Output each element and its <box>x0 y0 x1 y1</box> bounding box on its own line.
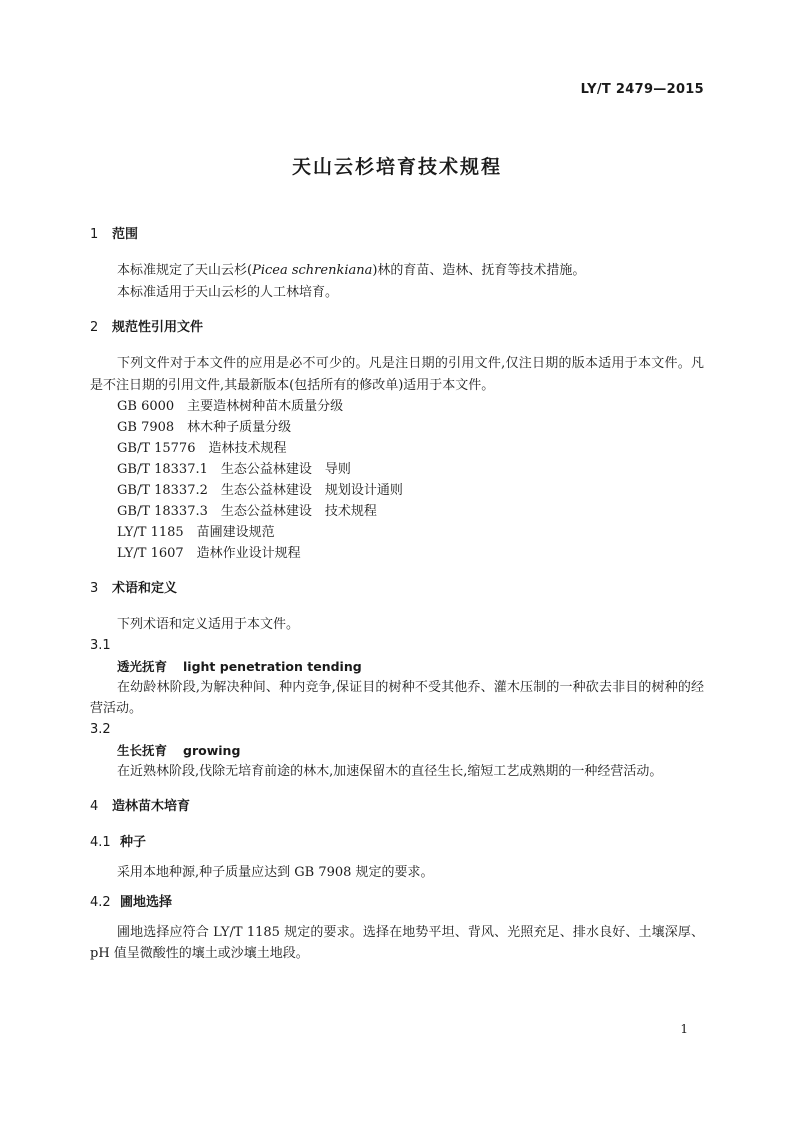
term-zh: 生长抚育 <box>117 742 168 758</box>
reference-code: GB/T 18337.2 <box>117 483 208 498</box>
reference-item <box>90 480 704 501</box>
term-definition: 在幼龄林阶段,为解决种间、种内竞争,保证目的树种不受其他乔、灌木压制的一种砍去非目的树种的经营活动。 <box>90 679 704 716</box>
section-heading-2 <box>90 317 704 339</box>
term-zh: 透光抚育 <box>117 658 168 674</box>
reference-code: GB 7908 <box>117 420 175 435</box>
terms-intro: 下列术语和定义适用于本文件。 <box>117 617 300 632</box>
reference-item <box>90 501 704 522</box>
subsection-number: 4.2 <box>90 894 111 910</box>
section-heading-4 <box>90 796 704 818</box>
term-number: 3.1 <box>90 637 111 653</box>
section-title: 术语和定义 <box>112 581 178 596</box>
reference-code: GB/T 15776 <box>117 441 196 456</box>
seed-paragraph: 采用本地种源,种子质量应达到 GB 7908 规定的要求。 <box>117 865 434 880</box>
document-title: 天山云杉培育技术规程 <box>291 156 502 178</box>
section-heading-1 <box>90 224 704 246</box>
standard-code: LY/T 2479—2015 <box>580 82 704 97</box>
reference-list <box>90 396 704 564</box>
reference-title: 苗圃建设规范 <box>196 525 275 540</box>
reference-item <box>90 438 704 459</box>
reference-code: GB/T 18337.1 <box>117 462 208 477</box>
reference-item <box>90 396 704 417</box>
section-title: 规范性引用文件 <box>112 320 204 335</box>
scope-paragraph-2: 本标准适用于天山云杉的人工林培育。 <box>117 284 339 300</box>
scope-paragraph-1 <box>90 260 704 282</box>
term-definition: 在近熟林阶段,伐除无培育前途的林木,加速保留木的直径生长,缩短工艺成熟期的一种经营活动。 <box>117 763 663 779</box>
reference-title: 林木种子质量分级 <box>187 420 292 435</box>
term-heading <box>90 740 704 761</box>
section-number: 1 <box>90 227 99 242</box>
page-number: 1 <box>680 1022 688 1036</box>
reference-title: 生态公益林建设 导则 <box>220 462 351 477</box>
reference-title: 造林作业设计规程 <box>196 546 301 561</box>
reference-code: GB 6000 <box>117 399 175 414</box>
reference-code: LY/T 1607 <box>117 546 184 561</box>
term-number: 3.2 <box>90 721 111 737</box>
section-heading-3 <box>90 578 704 600</box>
reference-title: 主要造林树种苗木质量分级 <box>187 399 344 414</box>
section-title: 造林苗木培育 <box>112 799 191 814</box>
subsection-heading-4-1 <box>90 832 704 854</box>
reference-title: 生态公益林建设 规划设计通则 <box>220 483 403 498</box>
scope-text-pre: 本标准规定了天山云杉( <box>117 263 253 278</box>
reference-item <box>90 417 704 438</box>
reference-item <box>90 543 704 564</box>
section-number: 4 <box>90 799 99 814</box>
section-title: 范围 <box>112 227 139 242</box>
term-heading <box>90 656 704 677</box>
reference-code: GB/T 18337.3 <box>117 504 208 519</box>
subsection-number: 4.1 <box>90 835 111 850</box>
section-number: 3 <box>90 581 99 596</box>
nursery-site-paragraph: 圃地选择应符合 LY/T 1185 规定的要求。选择在地势平坦、背风、光照充足、排水良好、土壤深厚、pH 值呈微酸性的壤土或沙壤土地段。 <box>90 924 704 961</box>
section-number: 2 <box>90 320 99 335</box>
term-en: growing <box>183 742 241 758</box>
reference-title: 造林技术规程 <box>208 441 287 456</box>
term-en: light penetration tending <box>183 658 362 674</box>
document-body <box>90 224 704 965</box>
latin-name: Picea schrenkiana <box>252 263 373 278</box>
subsection-title: 种子 <box>120 835 147 850</box>
subsection-title: 圃地选择 <box>120 894 173 910</box>
scope-text-post: )林的育苗、造林、抚育等技术措施。 <box>372 263 586 278</box>
reference-title: 生态公益林建设 技术规程 <box>220 504 377 519</box>
references-intro: 下列文件对于本文件的应用是必不可少的。凡是注日期的引用文件,仅注日期的版本适用于本文件。凡是不注日期的引用文件,其最新版本(包括所有的修改单)适用于本文件。 <box>90 356 704 393</box>
reference-item <box>90 522 704 543</box>
reference-item <box>90 459 704 480</box>
subsection-heading-4-2 <box>90 892 704 914</box>
reference-code: LY/T 1185 <box>117 525 184 540</box>
